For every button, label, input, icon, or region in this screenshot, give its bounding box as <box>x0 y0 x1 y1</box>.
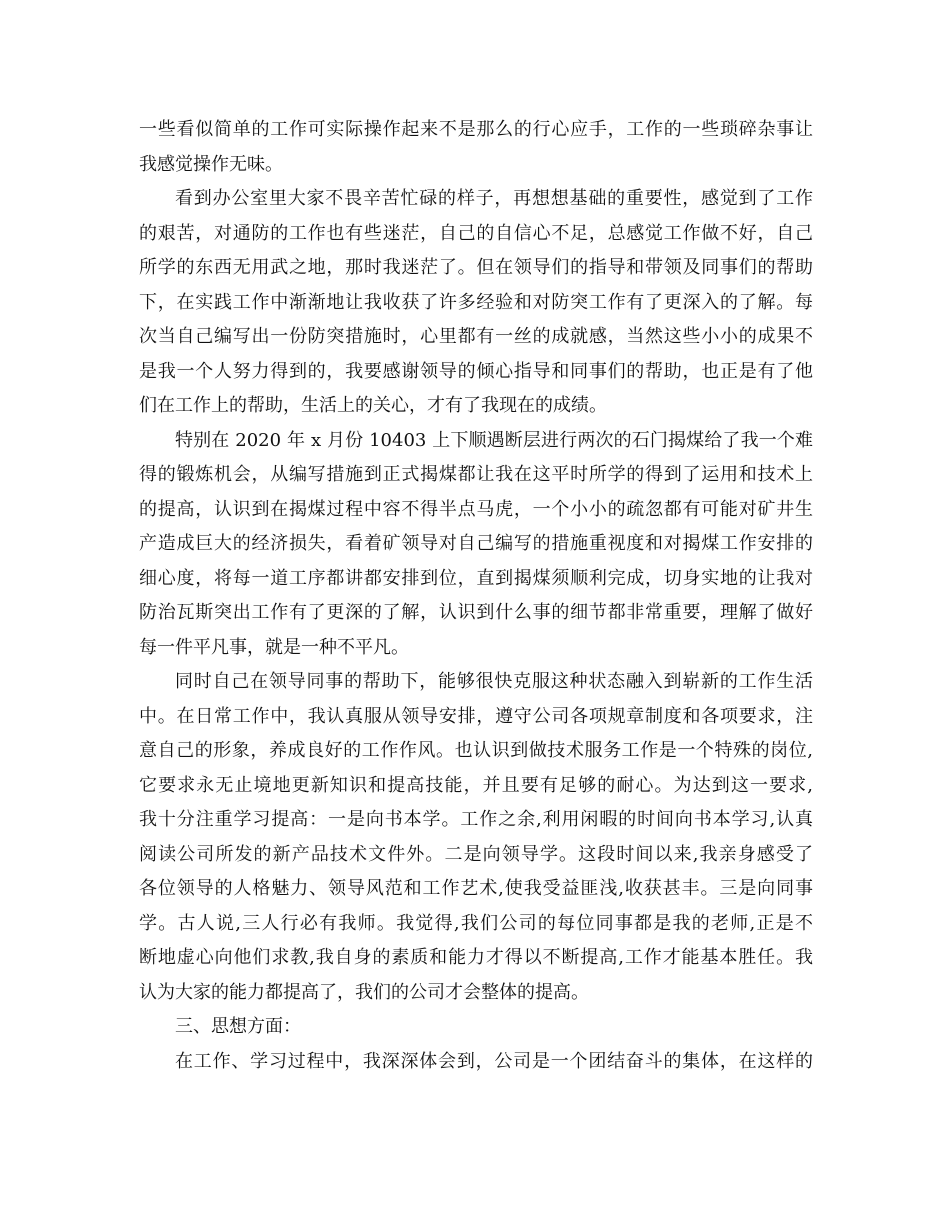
text-line: 它要求永无止境地更新知识和提高技能，并且要有足够的耐心。为达到这一要求, <box>139 774 813 796</box>
text-line: 意自己的形象，养成良好的工作作风。也认识到做技术服务工作是一个特殊的岗位, <box>139 740 813 761</box>
text-line: 的艰苦，对通防的工作也有些迷茫，自己的自信心不足，总感觉工作做不好，自己 <box>139 222 813 244</box>
text-line: 次当自己编写出一份防突措施时，心里都有一丝的成就感，当然这些小小的成果不 <box>139 326 813 347</box>
text-line: 所学的东西无用武之地，那时我迷茫了。但在领导们的指导和带领及同事们的帮助 <box>139 257 813 278</box>
text-line: 我感觉操作无味。 <box>139 153 283 175</box>
text-line: 下，在实践工作中渐渐地让我收获了许多经验和对防突工作有了更深入的了解。每 <box>139 291 813 313</box>
text-line: 一些看似简单的工作可实际操作起来不是那么的行心应手，工作的一些琐碎杂事让 <box>139 119 813 140</box>
text-line: 是我一个人努力得到的，我要感谢领导的倾心指导和同事们的帮助，也正是有了他 <box>139 360 813 382</box>
text-line: 细心度，将每一道工序都讲都安排到位，直到揭煤须顺利完成，切身实地的让我对 <box>139 567 813 589</box>
text-line: 三、思想方面： <box>175 1016 301 1037</box>
text-line: 产造成巨大的经济损失，看着矿领导对自己编写的措施重视度和对揭煤工作安排的 <box>139 533 813 554</box>
text-line: 们在工作上的帮助，生活上的关心，才有了我现在的成绩。 <box>139 395 607 416</box>
text-line: 认为大家的能力都提高了，我们的公司才会整体的提高。 <box>139 981 589 1003</box>
text-line: 中。在日常工作中，我认真服从领导安排，遵守公司各项规章制度和各项要求，注 <box>139 705 813 727</box>
text-line: 我十分注重学习提高：一是向书本学。工作之余,利用闲暇的时间向书本学习,认真 <box>139 809 813 830</box>
document-body <box>139 113 813 1079</box>
text-line: 每一件平凡事，就是一种不平凡。 <box>139 636 409 658</box>
text-line: 得的锻炼机会，从编写措施到正式揭煤都让我在这平时所学的得到了运用和技术上 <box>139 464 813 485</box>
text-line: 看到办公室里大家不畏辛苦忙碌的样子，再想想基础的重要性，感觉到了工作 <box>175 188 813 209</box>
text-line: 学。古人说,三人行必有我师。我觉得,我们公司的每位同事都是我的老师,正是不 <box>139 912 813 934</box>
text-line: 各位领导的人格魅力、领导风范和工作艺术,使我受益匪浅,收获甚丰。三是向同事 <box>139 878 813 899</box>
text-line: 的提高，认识到在揭煤过程中容不得半点马虎，一个小小的疏忽都有可能对矿井生 <box>139 498 813 520</box>
text-line: 特别在 2020 年 x 月份 10403 上下顺遇断层进行两次的石门揭煤给了我一个难 <box>175 429 813 451</box>
text-line: 断地虚心向他们求教,我自身的素质和能力才得以不断提高,工作才能基本胜任。我 <box>139 947 813 968</box>
text-line: 同时自己在领导同事的帮助下，能够很快克服这种状态融入到崭新的工作生活 <box>175 671 813 692</box>
text-line: 防治瓦斯突出工作有了更深的了解，认识到什么事的细节都非常重要，理解了做好 <box>139 602 813 623</box>
text-line: 在工作、学习过程中，我深深体会到，公司是一个团结奋斗的集体，在这样的 <box>175 1050 813 1072</box>
text-line: 阅读公司所发的新产品技术文件外。二是向领导学。这段时间以来,我亲身感受了 <box>139 843 813 865</box>
